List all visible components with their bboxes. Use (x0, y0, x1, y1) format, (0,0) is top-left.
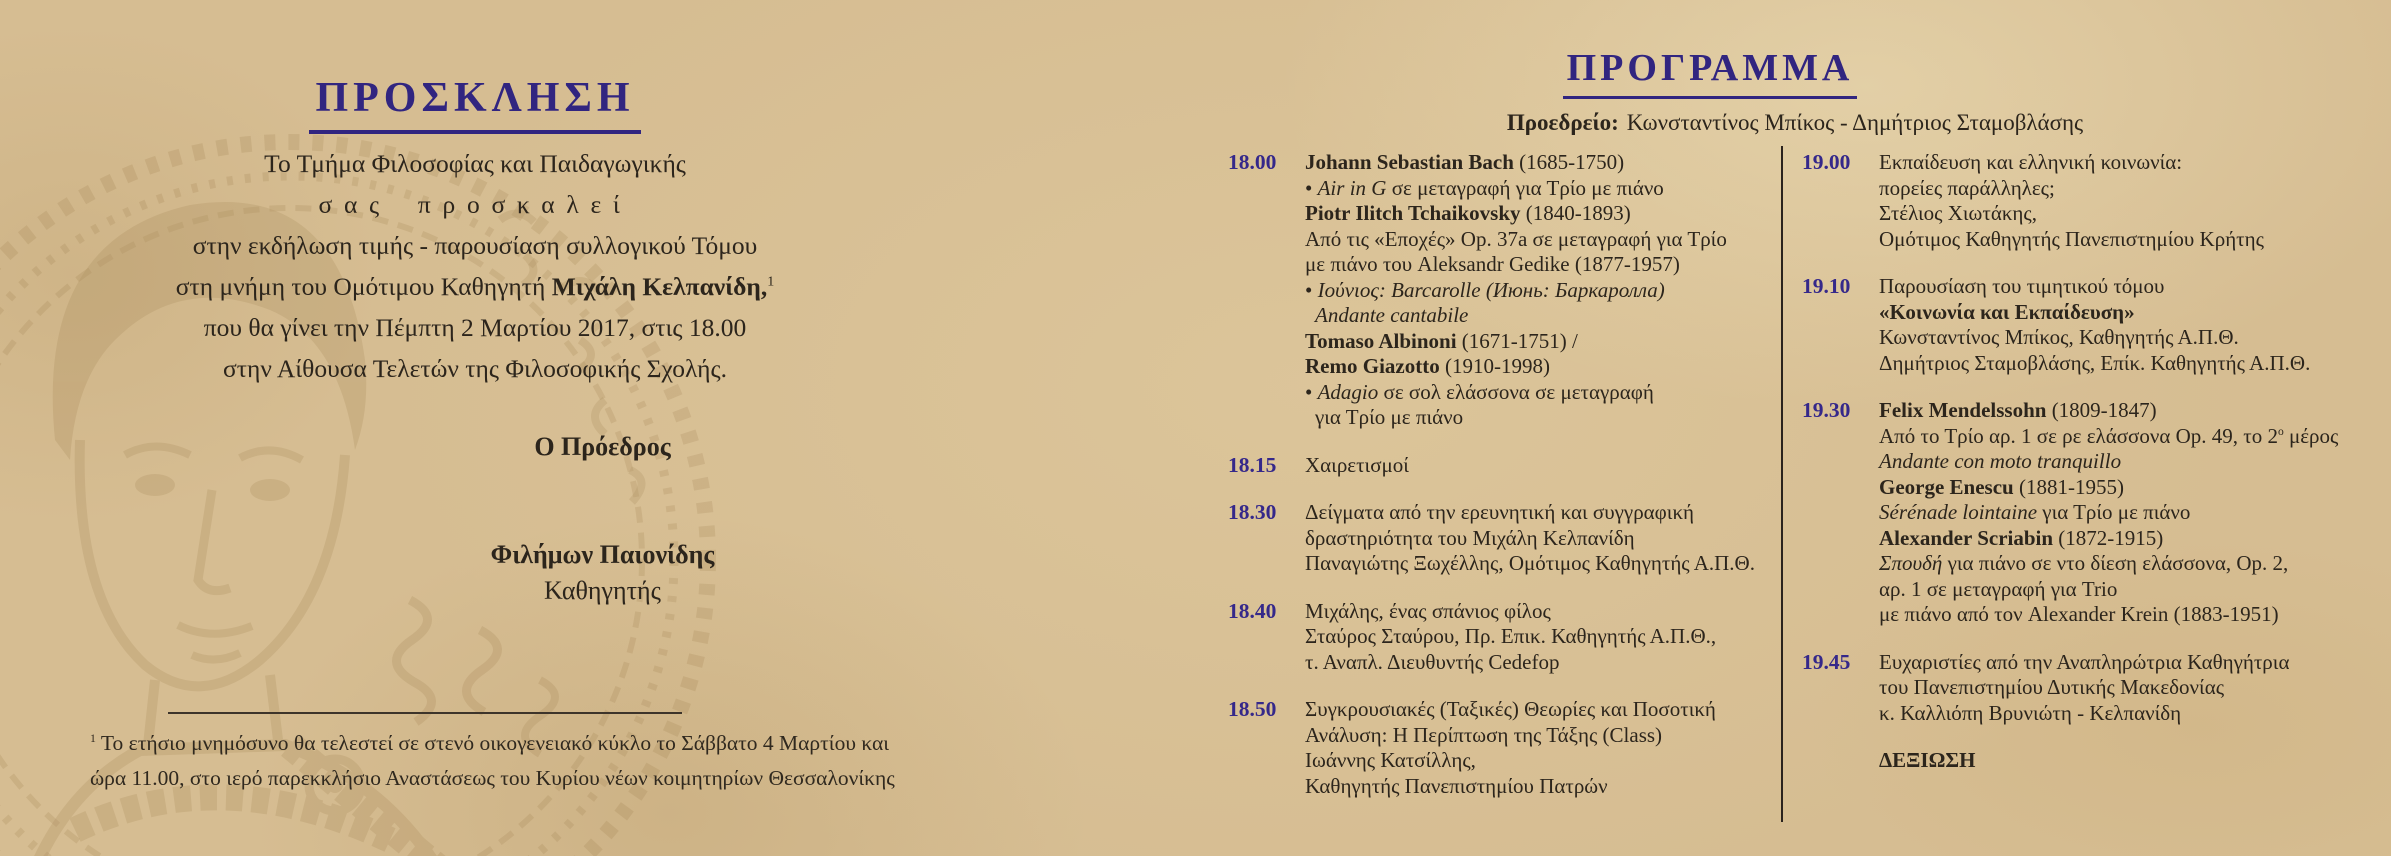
text-line (1879, 325, 2310, 351)
text-run: (1685-1750) (1513, 150, 1625, 174)
text-run: Από το Τρίο αρ. 1 σε ρε ελάσσονα Op. 49, το 2 (1879, 423, 2278, 448)
text-run: • (1305, 175, 1318, 200)
program-item-body (1292, 599, 1716, 676)
text-line (1879, 176, 2264, 202)
text-run: • (1305, 277, 1318, 302)
text-line (1879, 551, 2338, 577)
text-line (1879, 300, 2310, 326)
text-run: Στέλιος Χιωτάκης, (1879, 201, 2037, 225)
program-item (1802, 274, 2372, 376)
text-run: με πιάνο του Aleksandr Gedike (1877-1957) (1305, 252, 1680, 276)
text-line (118, 225, 832, 266)
program-item (1228, 500, 1780, 577)
text-run: Εκπαίδευση και ελληνική κοινωνία: (1879, 150, 2183, 174)
program-item (1228, 453, 1780, 479)
text-run: (1910-1998) (1439, 354, 1550, 378)
program-item-body (1866, 274, 2310, 376)
program-item-body (1866, 650, 2289, 727)
signature-title: Καθηγητής (544, 576, 661, 605)
invitation-title (130, 74, 820, 134)
text-run: Ομότιμος Καθηγητής Πανεπιστημίου Κρήτης (1879, 226, 2264, 251)
text-run: μέρος (2283, 423, 2339, 448)
text-run: Piotr Ilitch Tchaikovsky (1305, 201, 1521, 225)
program-item-body (1866, 150, 2264, 252)
text-run: Καθηγητής Πανεπιστημίου Πατρών (1305, 773, 1608, 798)
signature-block (430, 432, 775, 606)
text-run: (1881-1955) (2013, 474, 2124, 499)
invitation-footnote (90, 726, 895, 796)
signature-name: Φιλήμων Παιονίδης (490, 540, 715, 569)
text-run: Μιχάλης, ένας σπάνιος φίλος (1305, 598, 1551, 623)
text-run: του Πανεπιστημίου Δυτικής Μακεδονίας (1879, 675, 2225, 699)
text-run: Ιούνιος: Barcarolle (Июнь: Баркаролла) (1317, 277, 1665, 302)
text-run: Sérénade lointaine (1879, 500, 2038, 524)
text-run: Κωνσταντίνος Μπίκος, Καθηγητής Α.Π.Θ. (1879, 325, 2239, 349)
text-run: στην εκδήλωση τιμής - παρουσίαση συλλογικού Τόμου (192, 231, 758, 260)
text-run: πορείες παράλληλες; (1879, 175, 2055, 200)
text-line (1305, 201, 1727, 227)
text-run: ώρα 11.00, στο ιερό παρεκκλήσιο Αναστάσεως του Κυρίου νέων κοιμητηρίων Θεσσαλονίκης (90, 766, 895, 790)
text-line (118, 307, 832, 348)
text-line (1305, 526, 1755, 552)
text-line (1879, 475, 2338, 501)
invitation-title-text: ΠΡΟΣΚΛΗΣΗ (309, 74, 640, 134)
text-line (1879, 398, 2338, 424)
program-item-body (1292, 150, 1727, 431)
text-line (1879, 526, 2338, 552)
program-item (1802, 650, 2372, 727)
text-line (1879, 201, 2264, 227)
text-line (1879, 577, 2338, 603)
text-run: Andante con moto tranquillo (1879, 449, 2122, 473)
text-run: Χαιρετισμοί (1305, 452, 1409, 477)
program-time: 18.40 (1228, 598, 1277, 623)
invitation-body (118, 143, 832, 389)
text-line (1879, 748, 1975, 774)
text-line (1305, 599, 1716, 625)
text-run: σας προσκαλεί (318, 190, 632, 219)
program-title (1250, 46, 2170, 99)
text-run: Σπουδή (1879, 551, 1943, 575)
text-line (1305, 748, 1716, 774)
text-run: σε μεταγραφή για Τρίο με πιάνο (1386, 175, 1664, 200)
text-line (1879, 500, 2338, 526)
text-line (1305, 453, 1409, 479)
text-run: που θα γίνει την Πέμπτη 2 Μαρτίου 2017, στις 18.00 (203, 313, 747, 342)
text-line (1305, 252, 1727, 278)
program-column-divider (1781, 146, 1783, 822)
text-line (1305, 329, 1727, 355)
text-line (90, 726, 890, 761)
text-line (1305, 380, 1727, 406)
text-line (1305, 150, 1727, 176)
program-chair-names: Κωνσταντίνος Μπίκος - Δημήτριος Σταμοβλάσης (1626, 110, 2084, 135)
text-run: 1 (767, 274, 775, 290)
program-time: 18.00 (1228, 150, 1277, 174)
text-run: Ιωάννης Κατσίλλης, (1305, 748, 1476, 772)
program-chair-line (1250, 110, 2340, 136)
program-title-text: ΠΡΟΓΡΑΜΜΑ (1563, 46, 1858, 99)
text-line (118, 266, 832, 307)
text-run: Παναγιώτης Ξωχέλλης, Ομότιμος Καθηγητής Α.Π.Θ. (1305, 551, 1755, 575)
text-run: (1840-1893) (1520, 201, 1631, 225)
text-line (1879, 424, 2338, 450)
text-line (1305, 303, 1727, 329)
text-line (90, 761, 895, 796)
footnote-divider (168, 712, 682, 714)
text-run: στη μνήμη του Ομότιμου Καθηγητή (175, 272, 552, 301)
program-time: 18.30 (1228, 500, 1277, 524)
text-line (1879, 227, 2264, 253)
program-item-body (1866, 398, 2338, 628)
text-line (1879, 274, 2310, 300)
text-run: για πιάνο σε ντο δίεση ελάσσονα, Op. 2, (1942, 551, 2289, 575)
program-item-body (1292, 453, 1409, 479)
program-item (1802, 398, 2372, 628)
text-line (1305, 624, 1716, 650)
text-line (1305, 354, 1727, 380)
text-run: Δείγματα από την ερευνητική και συγγραφική (1305, 500, 1695, 524)
program-time (1802, 748, 1866, 774)
text-line (1879, 701, 2289, 727)
text-run: Adagio (1317, 379, 1379, 404)
text-line (118, 348, 832, 389)
program-column-1 (1228, 150, 1780, 821)
text-line (1305, 278, 1727, 304)
program-item (1802, 748, 2372, 774)
program-time: 19.10 (1802, 274, 1851, 298)
text-run: σε σολ ελάσσονα σε μεταγραφή (1378, 379, 1654, 404)
text-line (1879, 602, 2338, 628)
text-run: για Τρίο με πιάνο (2037, 500, 2191, 524)
text-run: στην Αίθουσα Τελετών της Φιλοσοφικής Σχολής. (223, 354, 727, 383)
text-run: Johann Sebastian Bach (1305, 150, 1514, 174)
text-run: Air in G (1317, 175, 1387, 200)
program-item (1228, 697, 1780, 799)
text-run: δραστηριότητα του Μιχάλη Κελπανίδη (1305, 525, 1635, 550)
program-time: 18.15 (1228, 452, 1277, 477)
program-item-body (1866, 748, 1975, 774)
text-line (1305, 176, 1727, 202)
text-run: «Κοινωνία και Εκπαίδευση» (1879, 299, 2135, 324)
text-run: Alexander Scriabin (1879, 525, 2054, 550)
text-run: κ. Καλλιόπη Βρυνιώτη - Κελπανίδη (1879, 700, 2182, 725)
text-run: Από τις «Εποχές» Op. 37a σε μεταγραφή για Τρίο (1305, 226, 1727, 251)
text-run: Παρουσίαση του τιμητικού τόμου (1879, 274, 2165, 298)
text-run: (1671-1751) / (1456, 328, 1578, 353)
text-run: Μιχάλη Κελπανίδη, (551, 272, 768, 301)
text-run: 1 (90, 730, 96, 745)
text-line (118, 143, 832, 184)
program-time: 19.45 (1802, 649, 1851, 674)
text-run: Felix Mendelssohn (1879, 398, 2047, 422)
text-run: Το Τμήμα Φιλοσοφίας και Παιδαγωγικής (264, 149, 686, 178)
text-run: με πιάνο από τον Alexander Krein (1883-1951) (1879, 602, 2279, 626)
text-line (1305, 405, 1727, 431)
text-run: • (1305, 379, 1318, 404)
text-run: Σταύρος Σταύρου, Πρ. Επικ. Καθηγητής Α.Π.Θ., (1305, 624, 1717, 648)
signature-role: Ο Πρόεδρος (534, 432, 671, 461)
text-line (1305, 723, 1716, 749)
text-run: George Enescu (1879, 474, 2014, 499)
program-chair-label: Προεδρείο: (1506, 110, 1619, 135)
text-line (1305, 697, 1716, 723)
text-line (1879, 351, 2310, 377)
text-line (1879, 150, 2264, 176)
text-run: Το ετήσιο μνημόσυνο θα τελεστεί σε στενό οικογενειακό κύκλο το Σάββατο 4 Μαρτίου και (95, 731, 890, 755)
text-line (1305, 774, 1716, 800)
text-run: Ευχαριστίες από την Αναπληρώτρια Καθηγήτρια (1879, 649, 2290, 674)
text-line (118, 184, 832, 225)
text-run: Andante cantabile (1315, 303, 1469, 327)
text-line (1879, 675, 2289, 701)
text-run: Tomaso Albinoni (1305, 328, 1457, 353)
program-time: 19.00 (1802, 150, 1851, 174)
program-item (1802, 150, 2372, 252)
program-item-body (1292, 697, 1716, 799)
program-item (1228, 599, 1780, 676)
text-run: (1872-1915) (2053, 525, 2164, 550)
program-item-body (1292, 500, 1755, 577)
text-line (1879, 449, 2338, 475)
text-run: (1809-1847) (2046, 398, 2157, 422)
text-run: Ανάλυση: Η Περίπτωση της Τάξης (Class) (1305, 722, 1663, 747)
text-run: Remo Giazotto (1305, 354, 1440, 378)
text-run: Συγκρουσιακές (Ταξικές) Θεωρίες και Ποσοτική (1305, 697, 1716, 721)
program-column-2 (1802, 150, 2372, 796)
text-run: αρ. 1 σε μεταγραφή για Trio (1879, 576, 2118, 601)
program-time: 19.30 (1802, 398, 1851, 422)
text-run: ΔΕΞΙΩΣΗ (1879, 748, 1976, 772)
program-time: 18.50 (1228, 697, 1277, 721)
text-line (1879, 650, 2289, 676)
program-item (1228, 150, 1780, 431)
text-line (1305, 500, 1755, 526)
text-line (1305, 650, 1716, 676)
text-run: για Τρίο με πιάνο (1315, 405, 1464, 429)
text-line (1305, 551, 1755, 577)
text-run: τ. Αναπλ. Διευθυντής Cedefop (1305, 649, 1560, 674)
text-line (1305, 227, 1727, 253)
text-run: Δημήτριος Σταμοβλάσης, Επίκ. Καθηγητής Α.Π.Θ. (1879, 350, 2311, 375)
text-run: ο (2277, 425, 2284, 438)
